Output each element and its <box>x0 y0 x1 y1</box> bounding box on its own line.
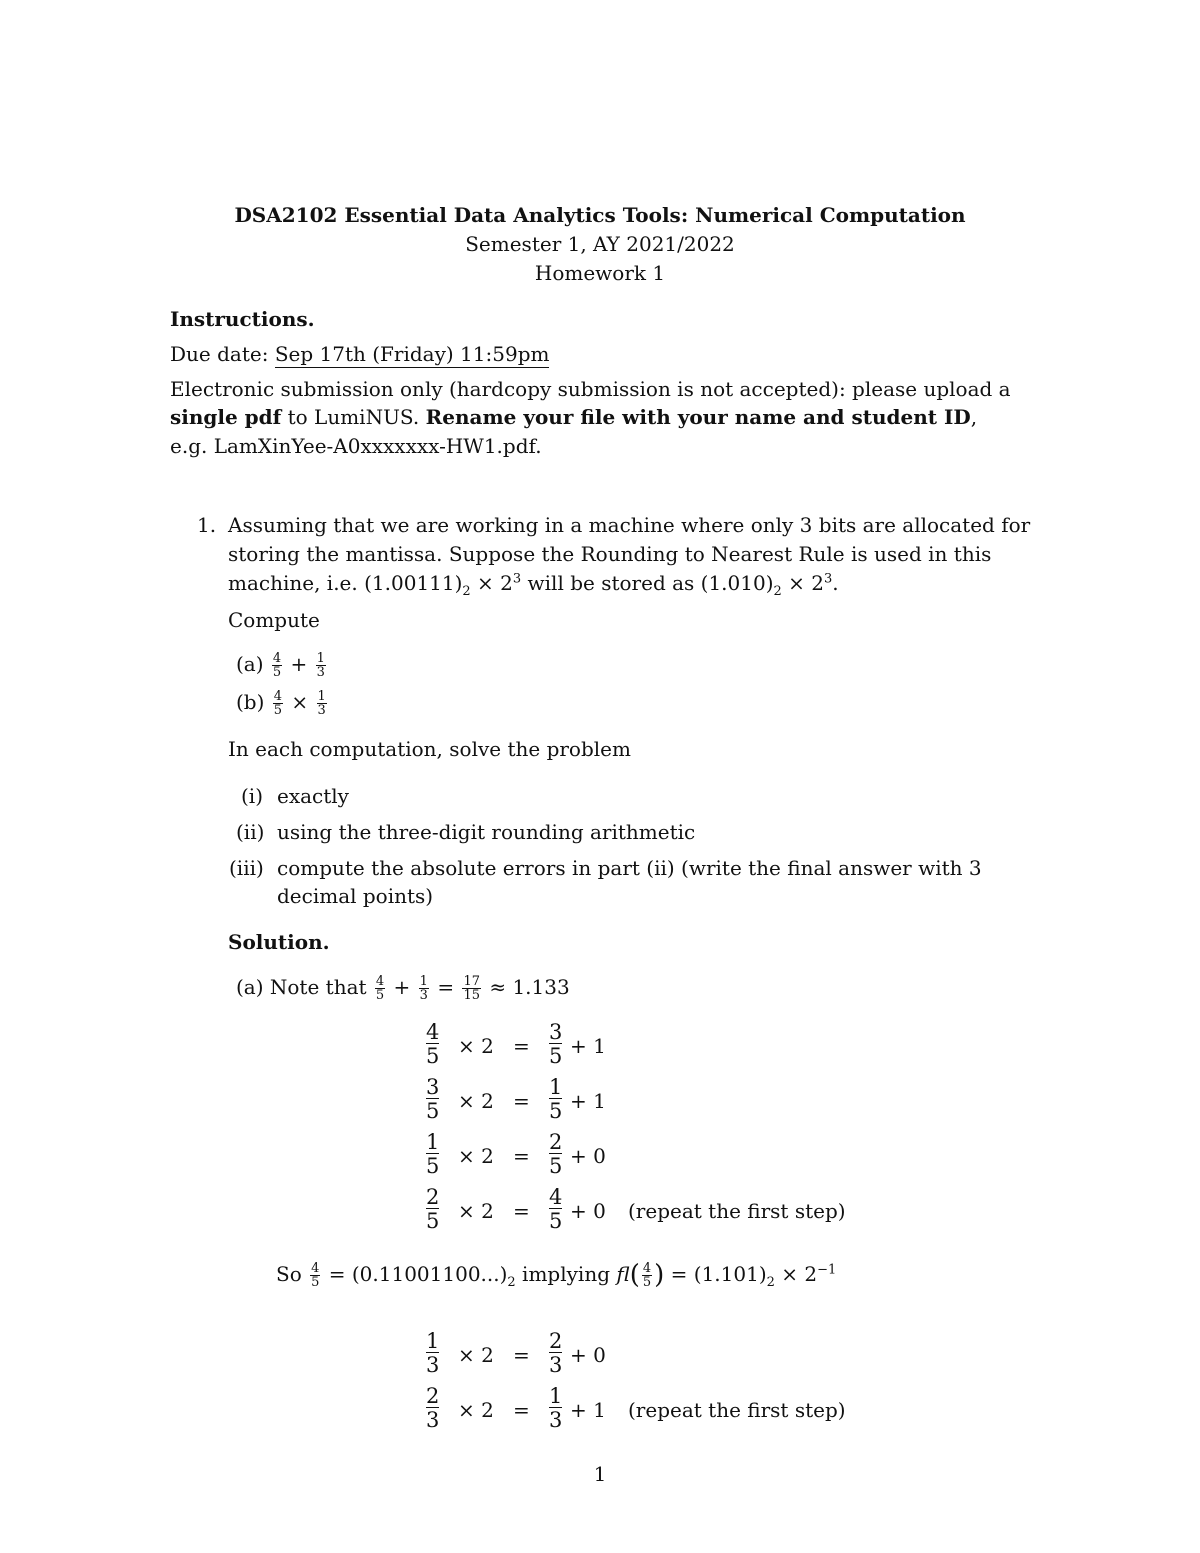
eq-sign: = <box>513 1398 530 1422</box>
fraction-4-5: $\frac{4}{5}$ <box>273 689 283 718</box>
plus-term: + 1 <box>570 1034 606 1058</box>
question-line-2: storing the mantissa. Suppose the Rounding to Nearest Rule is used in this <box>228 542 992 566</box>
roman-i-label: (i) <box>241 784 264 808</box>
instructions-heading: Instructions. <box>170 307 315 331</box>
plus-term: + 0 <box>570 1343 606 1367</box>
times-2: × 2 <box>458 1398 494 1422</box>
homework-line: Homework 1 <box>534 261 666 285</box>
semester-line: Semester 1, AY 2021/2022 <box>465 232 735 256</box>
times-2: × 2 <box>458 1144 494 1168</box>
due-date-line <box>170 342 549 366</box>
due-label: Due date: <box>170 342 269 366</box>
question-line-1: Assuming that we are working in a machine where only 3 bits are allocated for <box>228 513 1031 537</box>
comma-text: , <box>970 405 978 429</box>
q-text-e: . <box>832 571 839 595</box>
part-b-label: (b) <box>236 690 265 714</box>
eq-row-1 <box>426 1021 439 1067</box>
luminus-text: to LumiNUS. <box>281 405 426 429</box>
rhs-fraction: $\frac{1}{5}$ <box>549 1075 563 1124</box>
part-a <box>236 652 328 679</box>
q-text-b: × 2 <box>470 571 513 595</box>
superscript-3: 3 <box>512 571 522 587</box>
times-2: × 2 <box>458 1199 494 1223</box>
eq-sign: = <box>513 1144 530 1168</box>
document-title: DSA2102 Essential Data Analytics Tools: Numerical Computation <box>234 203 966 227</box>
lhs-fraction: $\frac{3}{5}$ <box>426 1075 440 1124</box>
fraction-1-3: $\frac{1}{3}$ <box>419 974 428 1003</box>
rhs-fraction: $\frac{2}{3}$ <box>549 1329 563 1378</box>
times-2: × 2 <box>458 1089 494 1113</box>
approx-value: ≈ 1.133 <box>489 975 570 999</box>
times-2: × 2 <box>458 1343 494 1367</box>
subscript-2: 2 <box>462 584 471 599</box>
subscript-2: 2 <box>507 1275 516 1290</box>
eq-row-2 <box>426 1076 439 1122</box>
fraction-1-3: $\frac{1}{3}$ <box>316 651 325 680</box>
fraction-17-15: $\frac{17}{15}$ <box>463 974 480 1003</box>
eq2-row-1 <box>426 1330 439 1376</box>
repeat-note: (repeat the first step) <box>628 1199 846 1223</box>
eq2-row-2 <box>426 1385 439 1431</box>
implying-word: implying <box>515 1262 617 1286</box>
roman-i-text: exactly <box>277 784 349 808</box>
eq-sign: = <box>513 1089 530 1113</box>
part-b <box>236 690 329 717</box>
right-paren: ) <box>654 1260 665 1290</box>
rhs-fraction: $\frac{3}{5}$ <box>549 1020 563 1069</box>
eq-sign: = <box>513 1034 530 1058</box>
fraction-4-5: $\frac{4}{5}$ <box>272 651 282 680</box>
fraction-4-5: $\frac{4}{5}$ <box>311 1261 320 1290</box>
lhs-fraction: $\frac{4}{5}$ <box>426 1020 440 1069</box>
plus-term: + 0 <box>570 1199 606 1223</box>
single-pdf-text: single pdf <box>170 405 282 429</box>
submission-line-1: Electronic submission only (hardcopy submission is not accepted): please upload a <box>170 377 1011 401</box>
q-text-d: × 2 <box>781 571 824 595</box>
fl-result: = (1.101) <box>670 1262 767 1286</box>
fl-function: fl <box>616 1262 630 1286</box>
superscript-3: 3 <box>824 571 833 587</box>
due-value: Sep 17th (Friday) 11:59pm <box>274 342 550 366</box>
subscript-2: 2 <box>773 584 782 599</box>
times-sign: × <box>291 690 309 714</box>
roman-ii-label: (ii) <box>236 820 265 844</box>
roman-iii-text: compute the absolute errors in part (ii) (write the final answer with 3 <box>277 856 982 880</box>
rhs-fraction: $\frac{1}{3}$ <box>549 1384 563 1433</box>
roman-iii-label: (iii) <box>229 856 264 880</box>
repeat-note: (repeat the first step) <box>628 1398 846 1422</box>
question-number: 1. <box>197 513 217 537</box>
q-text-a: machine, i.e. (1.00111) <box>228 571 463 595</box>
plus-term: + 1 <box>570 1398 606 1422</box>
note-that: Note that <box>269 975 367 999</box>
times-two: × 2 <box>774 1262 818 1286</box>
equals-sign: = <box>437 975 455 999</box>
plus-sign: + <box>393 975 411 999</box>
binary-expansion: = (0.11001100...) <box>328 1262 508 1286</box>
fraction-4-5: $\frac{4}{5}$ <box>375 974 385 1003</box>
solution-a-label: (a) <box>236 975 264 999</box>
solution-a-intro <box>236 975 570 1002</box>
so-line <box>276 1260 836 1290</box>
subscript-2: 2 <box>766 1275 775 1290</box>
lhs-fraction: $\frac{1}{5}$ <box>426 1130 440 1179</box>
eq-row-3 <box>426 1131 439 1177</box>
fraction-1-3: $\frac{1}{3}$ <box>317 689 326 718</box>
part-a-label: (a) <box>236 652 264 676</box>
lhs-fraction: $\frac{1}{3}$ <box>426 1329 440 1378</box>
compute-label: Compute <box>228 608 320 632</box>
eq-row-4 <box>426 1186 439 1232</box>
submission-line-2 <box>170 405 977 429</box>
fraction-4-5: $\frac{4}{5}$ <box>642 1261 652 1290</box>
plus-term: + 0 <box>570 1144 606 1168</box>
so-word: So <box>276 1262 302 1286</box>
eq-sign: = <box>513 1199 530 1223</box>
plus-term: + 1 <box>570 1089 606 1113</box>
times-2: × 2 <box>458 1034 494 1058</box>
solution-heading: Solution. <box>228 930 330 954</box>
q-text-c: will be stored as (1.010) <box>521 571 774 595</box>
eq-sign: = <box>513 1343 530 1367</box>
left-paren: ( <box>629 1260 640 1290</box>
roman-iii-cont: decimal points) <box>277 884 434 908</box>
filename-example: e.g. LamXinYee-A0xxxxxxx-HW1.pdf. <box>170 434 542 458</box>
roman-ii-text: using the three-digit rounding arithmetic <box>277 820 696 844</box>
in-each-line: In each computation, solve the problem <box>228 737 631 761</box>
plus-sign: + <box>290 652 308 676</box>
rhs-fraction: $\frac{4}{5}$ <box>549 1185 563 1234</box>
lhs-fraction: $\frac{2}{3}$ <box>426 1384 440 1433</box>
superscript-minus-1: −1 <box>817 1262 837 1278</box>
rename-text: Rename your file with your name and student ID <box>425 405 971 429</box>
rhs-fraction: $\frac{2}{5}$ <box>549 1130 563 1179</box>
lhs-fraction: $\frac{2}{5}$ <box>426 1185 440 1234</box>
page-number: 1 <box>593 1462 607 1486</box>
question-line-3 <box>228 571 839 599</box>
